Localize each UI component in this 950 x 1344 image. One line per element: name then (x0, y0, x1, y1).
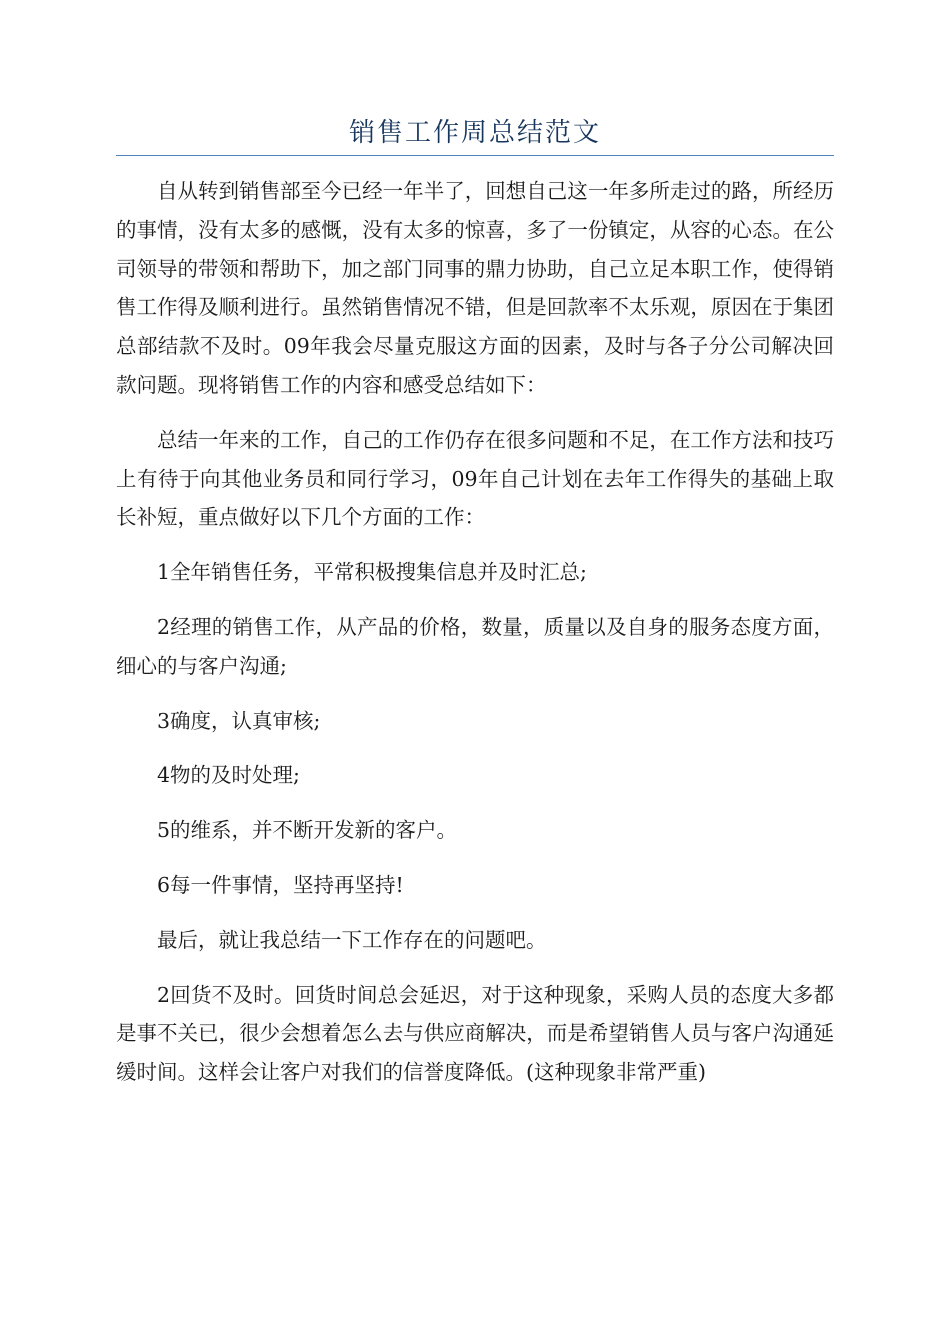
paragraph-problem-2: 2回货不及时。回货时间总会延迟，对于这种现象，采购人员的态度大多都是事不关已，很少会想着怎么去与供应商解决，而是希望销售人员与客户沟通延缓时间。这样会让客户对我们的信誉度降低。(这种现象非常严重) (116, 982, 834, 1085)
document-body (116, 172, 834, 1092)
list-item-5: 5的维系，并不断开发新的客户。 (157, 818, 458, 843)
list-item-6: 6每一件事情，坚持再坚持! (157, 872, 404, 897)
paragraph-summary: 总结一年来的工作，自己的工作仍存在很多问题和不足，在工作方法和技巧上有待于向其他业务员和同行学习，09年自己计划在去年工作得失的基础上取长补短，重点做好以下几个方面的工作： (116, 427, 834, 530)
list-item-4: 4物的及时处理; (157, 763, 300, 788)
list-item-2: 2经理的销售工作，从产品的价格，数量，质量以及自身的服务态度方面，细心的与客户沟通; (116, 614, 834, 678)
paragraph-intro: 自从转到销售部至今已经一年半了，回想自己这一年多所走过的路，所经历的事情，没有太多的感慨，没有太多的惊喜，多了一份镇定，从容的心态。在公司领导的带领和帮助下，加之部门同事的鼎力协助，自己立足本职工作，使得销售工作得及顺利进行。虽然销售情况不错，但是回款率不太乐观，原因在于集团总部结款不及时。09年我会尽量克服这方面的因素，及时与各子分公司解决回款问题。现将销售工作的内容和感受总结如下： (116, 179, 834, 397)
list-item-3: 3确度，认真审核; (157, 708, 321, 733)
document-title: 销售工作周总结范文 (348, 118, 601, 148)
title-block (116, 110, 834, 156)
paragraph-problems-intro: 最后，就让我总结一下工作存在的问题吧。 (157, 927, 547, 952)
list-item-1: 1全年销售任务，平常积极搜集信息并及时汇总; (157, 560, 587, 585)
